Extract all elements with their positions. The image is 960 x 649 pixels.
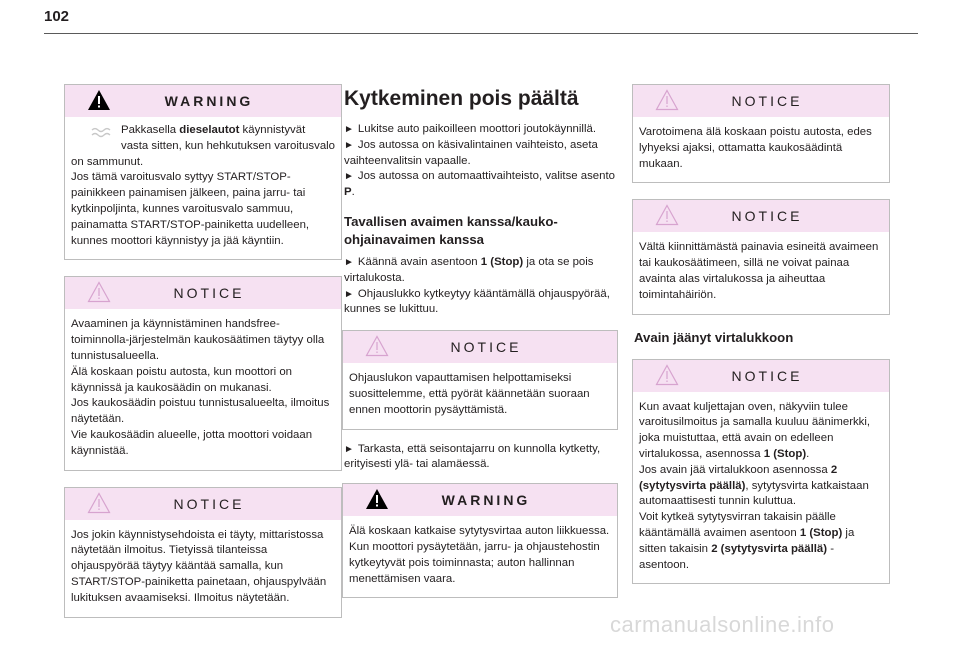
top-divider <box>44 33 918 34</box>
notice-text: Ohjauslukon vapauttamisen helpottamiseksi suosittelemme, että pyörät käännetään suoraan ennen moottorin pysäyttämistä. <box>349 372 590 416</box>
warning-header <box>343 484 617 516</box>
key-steps-list <box>342 255 618 318</box>
notice-text: Voit kytkeä sytytysvirran takaisin päälle kääntämällä avaimen asentoon 1 (Stop) ja sitten takaisin 2 (sytytysvirta päällä) -asentoon. <box>639 511 855 571</box>
warning-text-para2: Jos tämä varoitusvalo syttyy START/STOP-painikkeen painamisen jälkeen, paina jarru- tai kytkinpoljinta, kunnes varoitusvalo sammuu, painamatta START/STOP-painiketta uudelleen, kunnes moottori käynnistyy ja jää käyntiin. <box>71 171 310 247</box>
column-right <box>632 84 890 596</box>
bullet-arrow-icon: ► <box>344 288 354 300</box>
bullet-arrow-icon: ► <box>344 171 354 183</box>
notice-text: Jos avain jää virtalukkoon asennossa 2 (sytytysvirta päällä), sytytysvirta katkaistaan automaattisesti tunnin kuluttua. <box>639 463 869 508</box>
warning-title: WARNING <box>164 93 254 109</box>
watermark: carmanualsonline.info <box>610 612 835 637</box>
warning-intro: Pakkasella dieselautot käynnistyvät <box>121 124 306 136</box>
notice-text: Älä koskaan poistu autosta, kun moottori on käynnissä ja kaukosäädin on mukanasi. <box>71 365 292 394</box>
notice-text: Kun avaat kuljettajan oven, näkyviin tulee varoitusilmoitus ja samalla kuuluu äänimerkki, joka muistuttaa, että avain on edelleen virtalukossa, asennossa 1 (Stop). <box>639 400 871 460</box>
bullet-arrow-icon: ► <box>344 256 354 268</box>
notice-text: Jos jokin käynnistysehdoista ei täyty, mittaristossa näytetään ilmoitus. Tietyissä tilanteissa ohjauspyörää täytyy kääntää samalla, kun START/STOP-painiketta painetaan, ohjauspylvään lukituksen avaamiseksi. Ilmoitus näytetään. <box>71 528 327 604</box>
notice-header <box>633 200 889 232</box>
notice-text: Avaaminen ja käynnistäminen handsfree-toiminnolla-järjestelmän kaukosäätimen täytyy olla tunnistusalueella. <box>71 318 325 362</box>
notice-header <box>343 331 617 363</box>
notice-title: NOTICE <box>731 93 803 109</box>
warning-box-preheating <box>64 84 342 260</box>
notice-title: NOTICE <box>450 339 522 356</box>
list-item: ► Jos autossa on käsivalintainen vaihteisto, aseta vaihteenvalitsin vapaalle. <box>344 138 598 167</box>
notice-text: Varotoimena älä koskaan poistu autosta, edes lyhyeksi ajaksi, ottamatta kaukosäädintä mukaan. <box>639 126 872 170</box>
subsection-heading: Avain jäänyt virtalukkoon <box>634 329 794 345</box>
notice-text: Vie kaukosäädin alueelle, jotta moottori voidaan käynnistää. <box>71 428 313 457</box>
notice-box-key-left <box>632 359 890 585</box>
list-item: ► Lukitse auto paikoilleen moottori joutokäynnillä. <box>344 123 596 135</box>
subsection-heading: Tavallisen avaimen kanssa/kauko-ohjainavaimen kanssa <box>344 213 558 247</box>
notice-box-take-remote <box>632 84 890 183</box>
warning-header <box>65 85 341 117</box>
notice-header <box>633 360 889 392</box>
notice-header <box>65 488 341 520</box>
section-heading: Kytkeminen pois päältä <box>344 87 579 110</box>
warning-title: WARNING <box>441 492 531 509</box>
bullet-arrow-icon: ► <box>344 139 354 151</box>
list-item: ► Käännä avain asentoon 1 (Stop) ja ota se pois virtalukosta. <box>344 255 594 284</box>
glow-plug-icon <box>91 127 113 139</box>
column-middle <box>342 84 618 610</box>
notice-title: NOTICE <box>731 367 803 384</box>
notice-box-handsfree <box>64 276 342 470</box>
notice-box-steering-lock <box>342 330 618 429</box>
page-number: 102 <box>44 8 70 25</box>
column-left <box>64 84 342 630</box>
warning-text: Älä koskaan katkaise sytytysvirtaa auton liikkuessa. Kun moottori pysäytetään, jarru- ja ohjaustehostin kytkeytyvät pois toiminnasta; auton hallinnan menettämisen vaara. <box>349 525 610 585</box>
bullet-arrow-icon: ► <box>344 443 354 455</box>
notice-title: NOTICE <box>731 208 803 225</box>
list-item: ► Jos autossa on automaattivaihteisto, valitse asento P. <box>344 170 615 199</box>
notice-header <box>633 85 889 117</box>
notice-box-start-conditions <box>64 487 342 618</box>
notice-title: NOTICE <box>173 495 245 512</box>
notice-box-heavy-objects <box>632 199 890 314</box>
steps-list <box>342 122 618 201</box>
list-item: ► Ohjauslukko kytkeytyy kääntämällä ohjauspyörää, kunnes se lukittuu. <box>344 287 610 316</box>
notice-title: NOTICE <box>173 285 245 302</box>
notice-header <box>65 277 341 309</box>
warning-box-ignition <box>342 483 618 598</box>
notice-text: Jos kaukosäädin poistuu tunnistusalueelta, ilmoitus näytetään. <box>71 397 330 426</box>
warning-text-line2: vasta sitten, kun hehkutuksen varoitusvalo on sammunut. <box>71 139 336 168</box>
list-item: ► Tarkasta, että seisontajarru on kunnolla kytketty, erityisesti ylä- tai alamäessä. <box>344 442 601 471</box>
bullet-arrow-icon: ► <box>344 124 354 135</box>
parking-brake-step <box>342 442 618 474</box>
notice-text: Vältä kiinnittämästä painavia esineitä avaimeen tai kaukosäätimeen, sillä ne voivat painaa avainta alas virtalukossa ja aiheuttaa toimintahäiriön. <box>639 241 879 301</box>
